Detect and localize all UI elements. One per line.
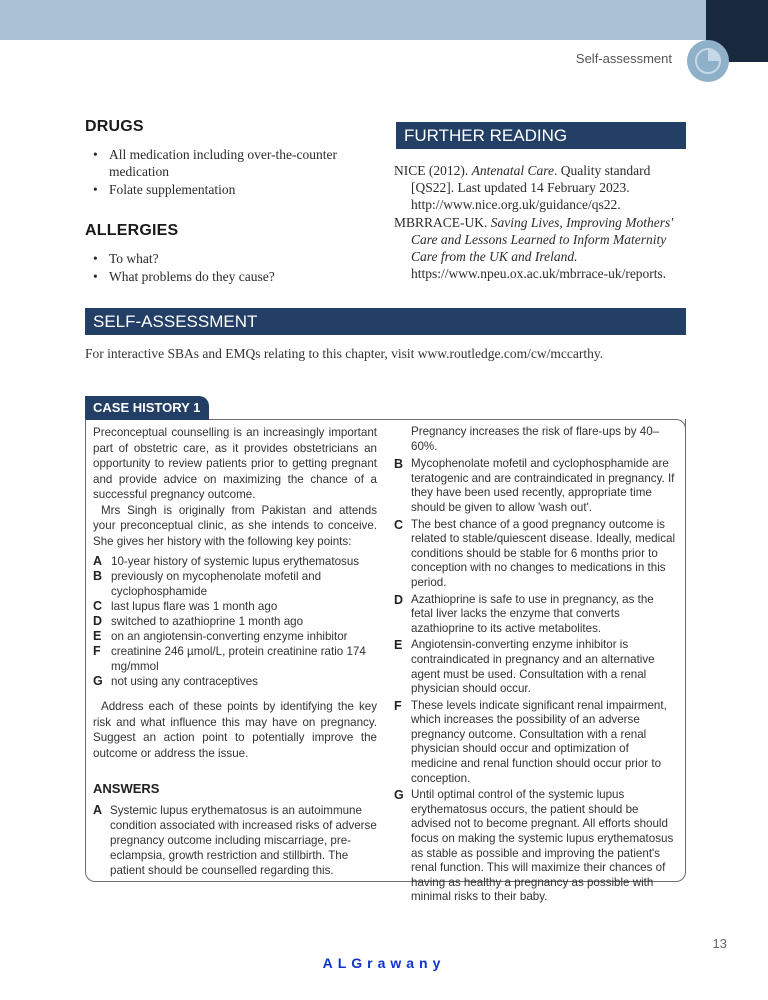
drugs-heading: DRUGS: [85, 118, 144, 135]
reference-title: Antenatal Care: [471, 163, 554, 178]
self-assessment-banner: SELF-ASSESSMENT: [85, 308, 686, 335]
list-item: E on an angiotensin-converting enzyme inhibitor: [93, 629, 348, 643]
allergies-heading: ALLERGIES: [85, 222, 179, 239]
key-points-list: [93, 554, 377, 689]
section-label: Self-assessment: [575, 51, 672, 66]
answer-continuation: Pregnancy increases the risk of flare-ups by 40–60%.: [411, 425, 660, 453]
self-assessment-text: For interactive SBAs and EMQs relating to this chapter, visit www.routledge.com/cw/mccarthy.: [85, 346, 604, 361]
answer-item: G Until optimal control of the systemic lupus erythematosus occurs, the patient should be advised not to become pregnant. All efforts should focus on making the systemic lupus erythematosus as stable as possible and improving the patient's renal function. This will maximize their chances of having as healthy a pregnancy as possible with minimal risks to their baby.: [394, 788, 674, 904]
page-number: 13: [712, 936, 727, 951]
answer-item: E Angiotensin-converting enzyme inhibitor is contraindicated in pregnancy and an alternative agent must be used. Consultation with a renal physician should occur.: [394, 638, 655, 696]
reference-title: Saving Lives, Improving Mothers' Care and Lessons Learned to Inform Maternity Care from the UK and Ireland.: [411, 215, 674, 264]
answer-item: D Azathioprine is safe to use in pregnancy, as the fetal liver lacks the enzyme that converts azathioprine to its active metabolites.: [394, 592, 654, 635]
list-item: • All medication including over-the-counter medication: [93, 146, 385, 180]
case-patient: Mrs Singh is originally from Pakistan and attends your preconceptual clinic, as she intends to conceive. She gives her history with the following key points:: [93, 503, 377, 548]
list-item: D switched to azathioprine 1 month ago: [93, 614, 304, 628]
reference-item: MBRRACE-UK. Saving Lives, Improving Mothers' Care and Lessons Learned to Inform Maternity Care from the UK and Ireland. https://www.npeu.ox.ac.uk/mbrrace-uk/reports.: [394, 215, 674, 281]
answer-item: B Mycophenolate mofetil and cyclophosphamide are teratogenic and are contraindicated in pregnancy. If they have been used recently, appropriate time should be given to allow 'wash out'.: [394, 457, 675, 514]
list-item: C last lupus flare was 1 month ago: [93, 599, 278, 613]
case-left-column: [93, 425, 377, 880]
answers-list-right: [394, 457, 678, 905]
drugs-list: [93, 146, 385, 198]
watermark: ALGrawany: [322, 955, 446, 971]
list-item: A 10-year history of systemic lupus erythematosus: [93, 554, 360, 568]
answer-item: A Systemic lupus erythematosus is an autoimmune condition associated with increased risks of adverse pregnancy outcome including miscarriage, pre-eclampsia, growth restriction and stillbirth. The patient should be counselled regarding this.: [93, 802, 377, 877]
case-intro: Preconceptual counselling is an increasingly important part of obstetric care, as it provides obstetricians an opportunity to review patients prior to getting pregnant and provide advice on maximizing the chance of a successful pregnancy outcome.: [93, 426, 377, 501]
history-sections: [85, 118, 385, 286]
answers-heading: ANSWERS: [93, 781, 160, 796]
list-item: • Folate supplementation: [93, 181, 385, 198]
list-item: • To what?: [93, 250, 385, 267]
list-item: • What problems do they cause?: [93, 268, 385, 285]
header-bar: [0, 0, 706, 40]
answers-list-left: [93, 803, 377, 878]
chapter-tab-icon: [687, 40, 729, 82]
answer-item: F These levels indicate significant renal impairment, which increases the possibility of an adverse pregnancy outcome. Consultation with a renal physician should occur and optimization of medicine and renal function should occur prior to conception.: [394, 698, 667, 785]
case-history-tab: CASE HISTORY 1: [85, 396, 209, 420]
further-reading-list: [394, 162, 684, 283]
answer-item: C The best chance of a good pregnancy outcome is related to stable/quiescent disease. Ideally, medical conditions should be stable for 6 months prior to conception with no changes to medications in this period.: [394, 517, 676, 589]
case-instruction: Address each of these points by identifying the key risk and what influence this may have on pregnancy. Suggest an action point to potentially improve the outcome or address the issue.: [93, 700, 377, 760]
case-right-column: [394, 425, 678, 907]
reference-item: NICE (2012). Antenatal Care. Quality standard [QS22]. Last updated 14 February 2023. http://www.nice.org.uk/guidance/qs22.: [394, 163, 651, 212]
allergies-list: [93, 250, 385, 285]
list-item: B previously on mycophenolate mofetil and cyclophosphamide: [93, 569, 322, 598]
list-item: G not using any contraceptives: [93, 674, 258, 688]
list-item: F creatinine 246 µmol/L, protein creatinine ratio 174 mg/mmol: [93, 644, 366, 673]
further-reading-banner: FURTHER READING: [396, 122, 686, 149]
